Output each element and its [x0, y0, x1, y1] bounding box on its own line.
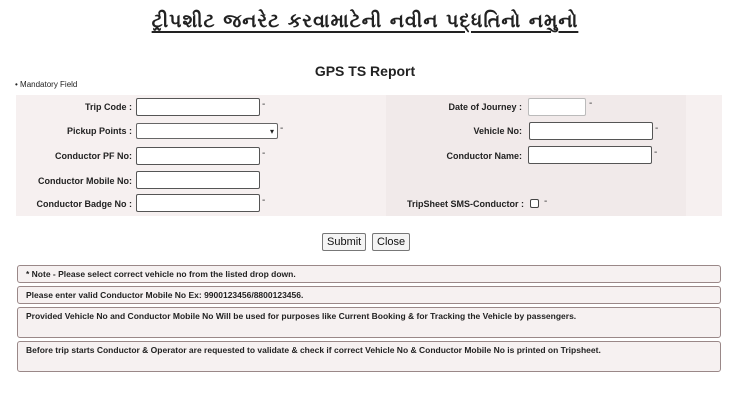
required-mark: -: [655, 123, 659, 134]
pickup-points-label: Pickup Points :: [66, 126, 132, 136]
conductor-name-input[interactable]: [528, 146, 652, 164]
required-mark: -: [544, 196, 548, 207]
note-validate-tripsheet: Before trip starts Conductor & Operator are requested to validate & check if correct Vehicle No & Conductor Mobile No is printed on Tripsheet.: [17, 341, 721, 372]
vehicle-no-input[interactable]: [529, 122, 653, 140]
required-mark: -: [262, 148, 266, 159]
report-title: GPS TS Report: [314, 63, 416, 79]
conductor-mobile-label: Conductor Mobile No:: [38, 176, 132, 186]
vehicle-no-label: Vehicle No:: [473, 126, 522, 136]
tripsheet-sms-checkbox[interactable]: [530, 199, 539, 208]
note-vehicle-select: * Note - Please select correct vehicle no from the listed drop down.: [17, 265, 721, 283]
note-tracking-purpose: Provided Vehicle No and Conductor Mobile No Will be used for purposes like Current Booking & for Tracking the Vehicle by passengers.: [17, 307, 721, 338]
conductor-pf-label: Conductor PF No:: [55, 151, 132, 161]
conductor-name-label: Conductor Name:: [446, 151, 522, 161]
required-mark: -: [262, 99, 266, 110]
conductor-mobile-input[interactable]: [136, 171, 260, 189]
note-mobile-format: Please enter valid Conductor Mobile No Ex: 9900123456/8800123456.: [17, 286, 721, 304]
required-mark: -: [654, 147, 658, 158]
conductor-badge-label: Conductor Badge No :: [36, 199, 132, 209]
date-of-journey-label: Date of Journey :: [448, 102, 522, 112]
close-button[interactable]: Close: [372, 233, 410, 251]
required-mark: -: [280, 123, 284, 134]
page-heading: ટ્રીપશીટ જનરેટ કરવામાટેની નવીન પદ્ધતિનો નમુનો: [151, 10, 579, 32]
trip-code-label: Trip Code :: [85, 102, 132, 112]
mandatory-field-note: • Mandatory Field: [15, 80, 78, 89]
date-of-journey-input[interactable]: [528, 98, 586, 116]
chevron-down-icon: ▾: [269, 126, 274, 136]
pickup-points-select[interactable]: [136, 123, 278, 139]
report-form: [16, 95, 722, 216]
required-mark: -: [262, 195, 266, 206]
conductor-pf-input[interactable]: [136, 147, 260, 165]
trip-code-input[interactable]: [136, 98, 260, 116]
submit-button[interactable]: Submit: [322, 233, 366, 251]
required-mark: -: [589, 98, 593, 109]
conductor-badge-input[interactable]: [136, 194, 260, 212]
tripsheet-sms-label: TripSheet SMS-Conductor :: [407, 199, 524, 209]
